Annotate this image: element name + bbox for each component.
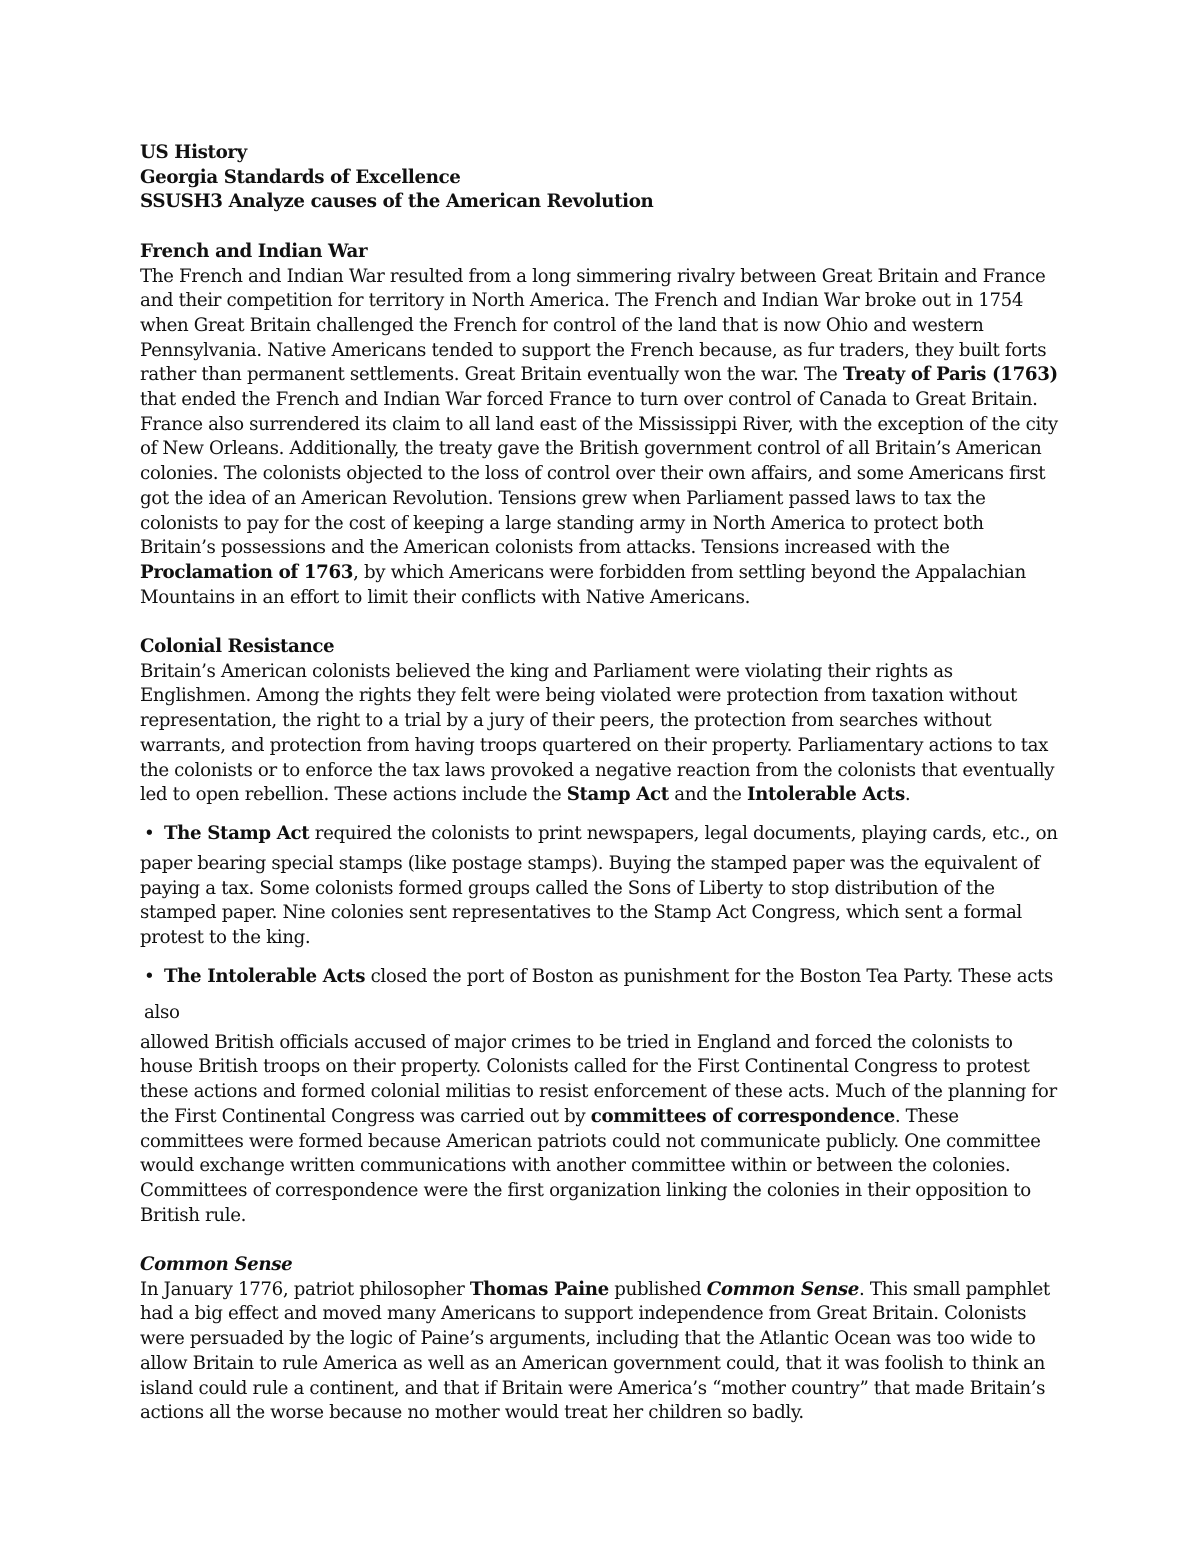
section-title-french-indian-war: French and Indian War bbox=[140, 240, 368, 262]
standard-code-title: SSUSH3 Analyze causes of the American Revolution bbox=[140, 191, 654, 213]
paragraph-text: , by which Americans were forbidden from settling beyond the Appalachian Mountains in an effort to limit their conflicts with Native Americans. bbox=[140, 561, 1026, 608]
paragraph-text: In January 1776, patriot philosopher bbox=[140, 1278, 470, 1300]
paragraph-colonial-resistance bbox=[140, 660, 1064, 808]
term-committees-of-correspondence: committees of correspondence bbox=[590, 1105, 895, 1127]
course-title: US History bbox=[140, 142, 247, 163]
bullet-text: closed the port of Boston as punishment for the Boston Tea Party. These acts also bbox=[144, 965, 1054, 1023]
paragraph-text: published bbox=[608, 1278, 707, 1300]
term-common-sense: Common Sense bbox=[706, 1278, 860, 1300]
bullet-text: allowed British officials accused of major crimes to be tried in England and forced the colonists to house British troops on their property. Colonists called for the First Continental Congress to protest these actions and formed colonial militias to resist enforcement of these acts. Much of the planning for the First Continental Congress was carried out by bbox=[140, 1031, 1057, 1127]
bullet-marker: • bbox=[144, 822, 155, 844]
bullet-text: required the colonists to print newspapers, legal documents, playing cards, etc., on bbox=[309, 822, 1058, 844]
bullet-continuation bbox=[140, 1031, 1064, 1229]
term-treaty-of-paris: Treaty of Paris (1763) bbox=[842, 364, 1058, 386]
term-stamp-act: Stamp Act bbox=[566, 784, 669, 806]
section-french-indian-war bbox=[140, 240, 1064, 611]
section-title-common-sense: Common Sense bbox=[140, 1254, 293, 1276]
bullet-term: The Stamp Act bbox=[164, 822, 310, 844]
bullet-first-line bbox=[140, 816, 1064, 852]
section-common-sense bbox=[140, 1253, 1064, 1426]
term-intolerable-acts: Intolerable Acts bbox=[746, 784, 905, 806]
bullet-marker: • bbox=[144, 965, 155, 987]
paragraph-text: Britain’s American colonists believed the king and Parliament were violating their rights as Englishmen. Among the rights they felt were being violated were protection from taxation without representation, the right to a trial by a jury of their peers, the protection from searches without warrants, and protection from having troops quartered on their property. Parliamentary actions to tax the colonists or to enforce the tax laws provoked a negative reaction from the colonists that eventually led to open rebellion. These actions include the bbox=[140, 660, 1055, 806]
standards-title: Georgia Standards of Excellence bbox=[140, 166, 461, 188]
paragraph-text: that ended the French and Indian War forced France to turn over control of Canada to Great Britain. France also surrendered its claim to all land east of the Mississippi River, with the exception of the city of New Orleans. Additionally, the treaty gave the British government control of all Britain’s American colonies. The colonists objected to the loss of control over their own affairs, and some Americans first got the idea of an American Revolution. Tensions grew when Parliament passed laws to tax the colonists to pay for the cost of keeping a large standing army in North America to protect both Britain’s possessions and the American colonists from attacks. Tensions increased with the bbox=[140, 389, 1058, 559]
document-header bbox=[140, 141, 1064, 215]
paragraph-text: . bbox=[904, 784, 911, 806]
bullet-text: . These committees were formed because American patriots could not communicate publicly. One committee would exchange written communications with another committee within or between the colonies. Committees of correspondence were the first organization linking the colonies in their opposition to British rule. bbox=[140, 1105, 1041, 1226]
section-title-colonial-resistance: Colonial Resistance bbox=[140, 636, 335, 658]
bullet-continuation: paper bearing special stamps (like postage stamps). Buying the stamped paper was the equivalent of paying a tax. Some colonists formed groups called the Sons of Liberty to stop distribution of the stamped paper. Nine colonies sent representatives to the Stamp Act Congress, which sent a formal protest to the king. bbox=[140, 852, 1040, 949]
bullet-first-line bbox=[140, 959, 1064, 1031]
paragraph-french-indian-war bbox=[140, 265, 1064, 611]
paragraph-text: . This small pamphlet had a big effect and moved many Americans to support independence from Great Britain. Colonists were persuaded by the logic of Paine’s arguments, including that the Atlantic Ocean was too wide to allow Britain to rule America as well as an American government could, that it was foolish to think an island could rule a continent, and that if Britain were America’s “mother country” that made Britain’s actions all the worse because no mother would treat her children so badly. bbox=[140, 1278, 1050, 1424]
paragraph-text: The French and Indian War resulted from a long simmering rivalry between Great Britain and France and their competition for territory in North America. The French and Indian War broke out in 1754 when Great Britain challenged the French for control of the land that is now Ohio and western Pennsylvania. Native Americans tended to support the French because, as fur traders, they built forts rather than permanent settlements. Great Britain eventually won the war. The bbox=[140, 265, 1047, 386]
section-colonial-resistance bbox=[140, 635, 1064, 1228]
term-proclamation-1763: Proclamation of 1763 bbox=[140, 561, 354, 583]
term-thomas-paine: Thomas Paine bbox=[469, 1278, 609, 1300]
bullet-item-intolerable-acts bbox=[140, 959, 1064, 1229]
document-page bbox=[140, 141, 1064, 1426]
paragraph-text: and the bbox=[668, 784, 747, 806]
paragraph-common-sense bbox=[140, 1278, 1064, 1426]
bullet-item-stamp-act bbox=[140, 816, 1064, 951]
bullet-term: The Intolerable Acts bbox=[164, 965, 366, 987]
